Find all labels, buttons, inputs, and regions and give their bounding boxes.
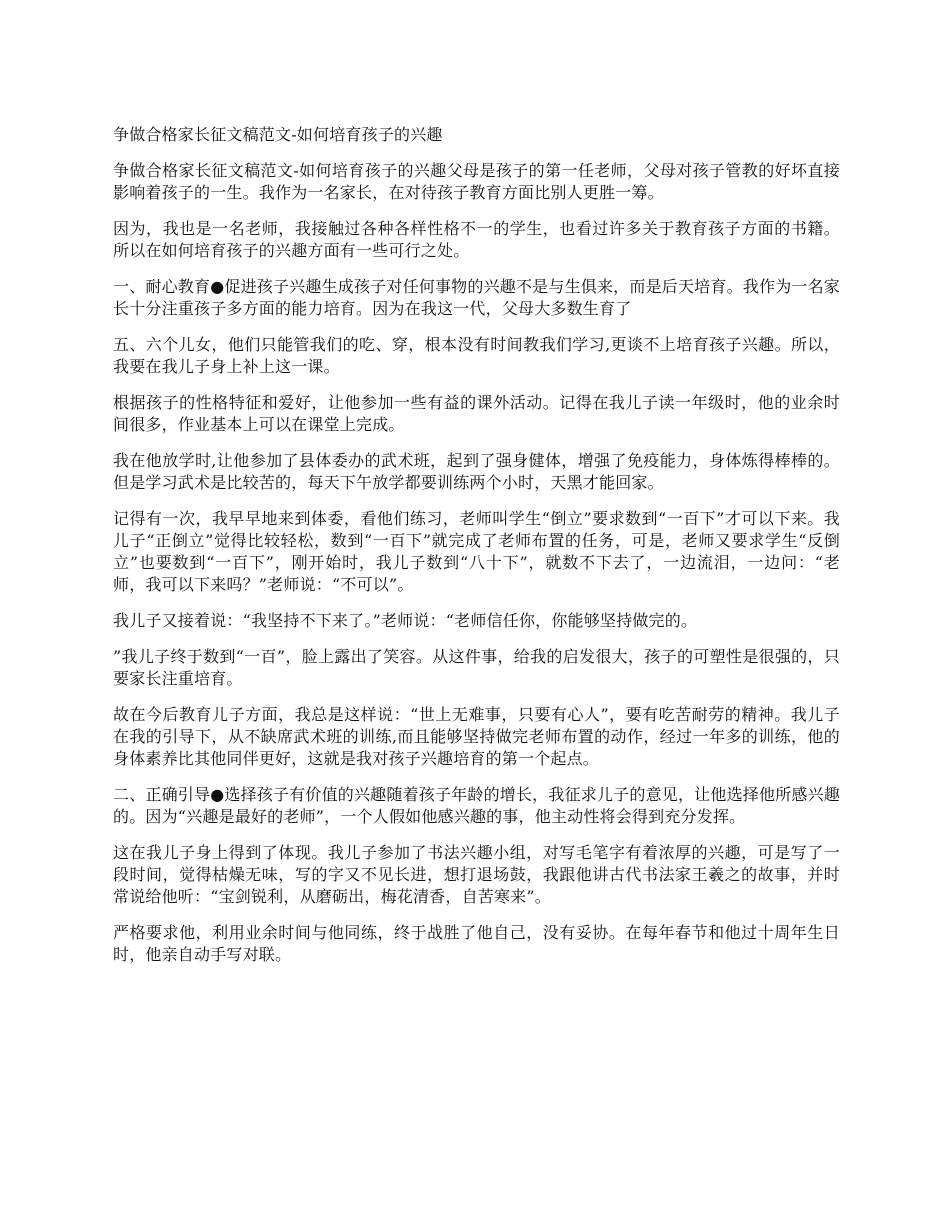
document-title: 争做合格家长征文稿范文-如何培育孩子的兴趣 bbox=[113, 125, 443, 144]
paragraph: ”我儿子终于数到“一百”，脸上露出了笑容。从这件事，给我的启发很大，孩子的可塑性是很强的，只要家长注重培育。 bbox=[113, 647, 840, 688]
paragraph: 我儿子又接着说：“我坚持不下来了。”老师说：“老师信任你，你能够坚持做完的。 bbox=[113, 611, 698, 630]
paragraph: 这在我儿子身上得到了体现。我儿子参加了书法兴趣小组，对写毛笔字有着浓厚的兴趣，可是写了一段时间，觉得枯燥无味，写的字又不见长进，想打退场鼓，我跟他讲古代书法家王羲之的故事，并时常说给他听：“宝剑锐利，从磨砺出，梅花清香，自苦寒来”。 bbox=[113, 843, 840, 906]
paragraph: 争做合格家长征文稿范文-如何培育孩子的兴趣父母是孩子的第一任老师，父母对孩子管教的好坏直接影响着孩子的一生。我作为一名家长，在对待孩子教育方面比别人更胜一筹。 bbox=[113, 161, 840, 202]
paragraph: 故在今后教育儿子方面，我总是这样说：“世上无难事，只要有心人”，要有吃苦耐劳的精神。我儿子在我的引导下，从不缺席武术班的训练,而且能够坚持做完老师布置的动作，经过一年多的训练，他的身体素养比其他同伴更好，这就是我对孩子兴趣培育的第一个起点。 bbox=[113, 705, 840, 768]
paragraph: 五、六个儿女，他们只能管我们的吃、穿，根本没有时间教我们学习,更谈不上培育孩子兴趣。所以，我要在我儿子身上补上这一课。 bbox=[113, 335, 840, 376]
paragraph: 根据孩子的性格特征和爱好，让他参加一些有益的课外活动。记得在我儿子读一年级时，他的业余时间很多，作业基本上可以在课堂上完成。 bbox=[113, 393, 840, 434]
paragraph: 一、耐心教育●促进孩子兴趣生成孩子对任何事物的兴趣不是与生俱来，而是后天培育。我作为一名家长十分注重孩子多方面的能力培育。因为在我这一代，父母大多数生育了 bbox=[113, 277, 840, 318]
paragraph: 记得有一次，我早早地来到体委，看他们练习，老师叫学生“倒立”要求数到“一百下”才可以下来。我儿子“正倒立”觉得比较轻松，数到“一百下”就完成了老师布置的任务，可是，老师又要求学生“反倒立”也要数到“一百下”，刚开始时，我儿子数到“八十下”，就数不下去了，一边流泪，一边问：“老师，我可以下来吗？”老师说：“不可以”。 bbox=[113, 509, 840, 594]
paragraph: 二、正确引导●选择孩子有价值的兴趣随着孩子年龄的增长，我征求儿子的意见，让他选择他所感兴趣的。因为“兴趣是最好的老师”，一个人假如他感兴趣的事，他主动性将会得到充分发挥。 bbox=[113, 785, 840, 826]
paragraph: 严格要求他，利用业余时间与他同练，终于战胜了他自己，没有妥协。在每年春节和他过十周年生日时，他亲自动手写对联。 bbox=[113, 923, 840, 964]
paragraph: 我在他放学时,让他参加了县体委办的武术班，起到了强身健体，增强了免疫能力，身体炼得棒棒的。但是学习武术是比较苦的，每天下午放学都要训练两个小时，天黑才能回家。 bbox=[113, 451, 840, 492]
paragraph: 因为，我也是一名老师，我接触过各种各样性格不一的学生，也看过许多关于教育孩子方面的书籍。所以在如何培育孩子的兴趣方面有一些可行之处。 bbox=[113, 219, 840, 260]
